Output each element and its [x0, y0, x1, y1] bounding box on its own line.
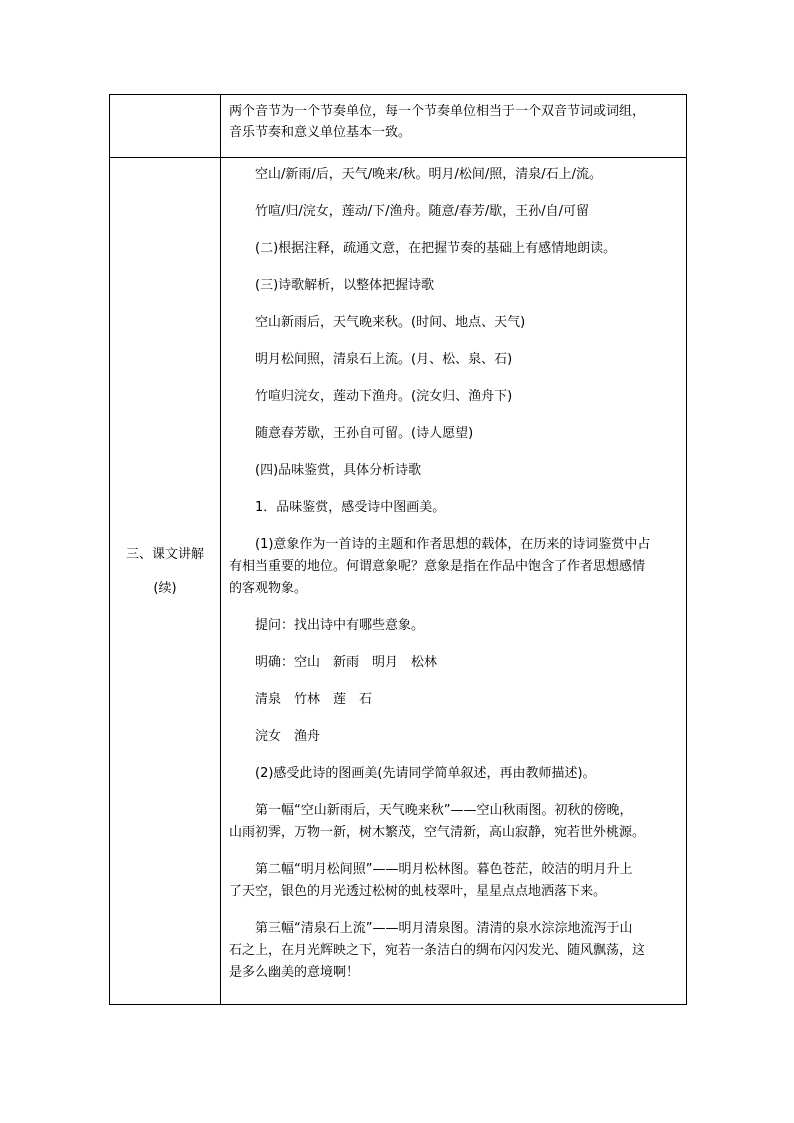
- paragraph-line: 是多么幽美的意境啊！: [229, 965, 360, 980]
- paragraph-line: 了天空，银色的月光透过松树的虬枝翠叶，星星点点地洒落下来。: [229, 884, 607, 899]
- row2-content-cell: [221, 158, 687, 1005]
- paragraph: [229, 238, 678, 260]
- paragraph-line: 清泉 竹林 莲 石: [255, 692, 373, 707]
- lesson-content: [221, 158, 686, 984]
- paragraph: [229, 763, 678, 785]
- paragraph-line: 石之上，在月光辉映之下，宛若一条洁白的绸布闪闪发光、随风飘荡，这: [229, 943, 646, 958]
- paragraph-line: 竹喧归浣女，莲动下渔舟。(浣女归、渔舟下): [255, 389, 513, 404]
- paragraph-line: 空山新雨后，天气晚来秋。(时间、地点、天气): [255, 315, 526, 330]
- paragraph: [229, 164, 678, 186]
- paragraph: [229, 800, 678, 844]
- paragraph-line: (四)品味鉴赏，具体分析诗歌: [255, 463, 422, 478]
- lesson-table: [109, 94, 687, 1005]
- row2-label-cell: [110, 158, 221, 1005]
- paragraph-line: 竹喧/归/浣女，莲动/下/渔舟。随意/春芳/歇，王孙/自/可留: [255, 204, 590, 219]
- paragraph: [229, 859, 678, 903]
- paragraph: [229, 726, 678, 748]
- paragraph-line: (二)根据注释，疏通文意，在把握节奏的基础上有感情地朗读。: [255, 241, 617, 256]
- paragraph: [229, 386, 678, 408]
- paragraph-line: 第一幅“空山新雨后，天气晚来秋”——空山秋雨图。初秋的傍晚，: [255, 803, 633, 818]
- paragraph-line: 提问：找出诗中有哪些意象。: [255, 618, 425, 633]
- section-title: 三、课文讲解: [125, 547, 204, 562]
- paragraph: [229, 349, 678, 371]
- paragraph-line: 1．品味鉴赏，感受诗中图画美。: [255, 500, 446, 515]
- paragraph: [229, 615, 678, 637]
- paragraph: [229, 497, 678, 519]
- section-continued: (续): [153, 581, 177, 596]
- row1-content-cell: [221, 95, 687, 158]
- paragraph-line: 第三幅“清泉石上流”——明月清泉图。清清的泉水淙淙地流泻于山: [255, 921, 633, 936]
- paragraph: [229, 918, 678, 984]
- paragraph-line: 的客观物象。: [229, 581, 308, 596]
- row1-line-2: 音乐节奏和意义单位基本一致。: [229, 125, 412, 140]
- table-row: [110, 95, 687, 158]
- section-label: [110, 158, 220, 606]
- paragraph-line: (三)诗歌解析，以整体把握诗歌: [255, 278, 435, 293]
- paragraph-line: 随意春芳歇，王孙自可留。(诗人愿望): [255, 426, 474, 441]
- paragraph: [229, 460, 678, 482]
- paragraph: [229, 312, 678, 334]
- row1-label-cell: [110, 95, 221, 158]
- paragraph-line: 空山/新雨/后，天气/晚来/秋。明月/松间/照，清泉/石上/流。: [255, 167, 603, 182]
- row1-content: [221, 95, 686, 143]
- paragraph: [229, 652, 678, 674]
- paragraph-line: 山雨初霁，万物一新，树木繁茂，空气清新，高山寂静，宛若世外桃源。: [229, 825, 646, 840]
- paragraph-line: (1)意象作为一首诗的主题和作者思想的载体，在历来的诗词鉴赏中占: [255, 537, 651, 552]
- paragraph: [229, 423, 678, 445]
- paragraph: [229, 534, 678, 600]
- paragraph-line: 第二幅“明月松间照”——明月松林图。暮色苍茫，皎洁的明月升上: [255, 862, 633, 877]
- paragraph: [229, 689, 678, 711]
- row1-line-1: 两个音节为一个节奏单位，每一个节奏单位相当于一个双音节词或词组，: [229, 104, 646, 119]
- paragraph-line: 明月松间照，清泉石上流。(月、松、泉、石): [255, 352, 513, 367]
- paragraph-line: (2)感受此诗的图画美(先请同学简单叙述，再由教师描述)。: [255, 766, 596, 781]
- paragraph-line: 明确：空山 新雨 明月 松林: [255, 655, 438, 670]
- paragraph: [229, 201, 678, 223]
- table-row: [110, 158, 687, 1005]
- paragraph-line: 有相当重要的地位。何谓意象呢？意象是指在作品中饱含了作者思想感情: [229, 559, 646, 574]
- paragraph-line: 浣女 渔舟: [255, 729, 321, 744]
- paragraph: [229, 275, 678, 297]
